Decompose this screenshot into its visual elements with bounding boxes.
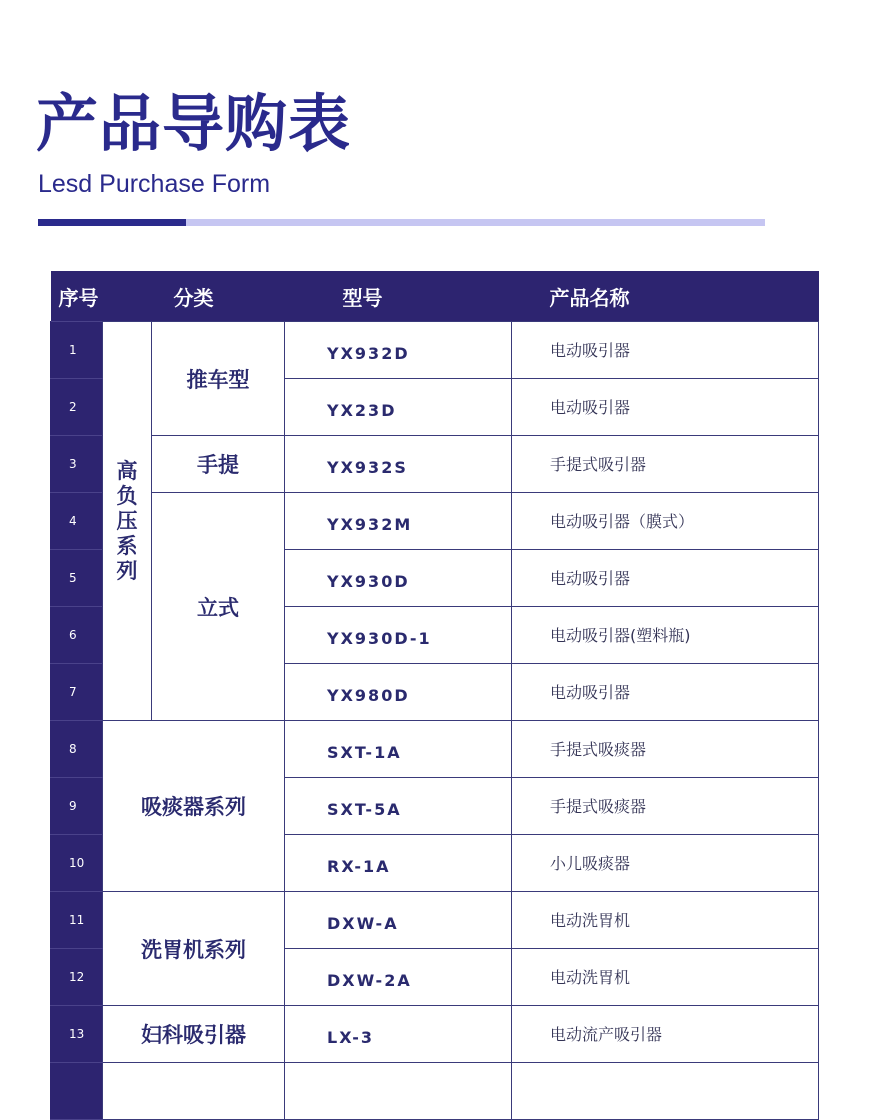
row-index: 3 — [51, 436, 103, 493]
model-cell — [285, 1063, 512, 1120]
model-cell: YX930D-1 — [285, 607, 512, 664]
category-char: 系 — [116, 533, 138, 558]
table-row — [51, 892, 819, 949]
page-title: 产品导购表 — [36, 87, 352, 160]
table-header-row — [51, 271, 819, 322]
category-char: 压 — [116, 508, 138, 533]
model-cell: SXT-5A — [285, 778, 512, 835]
model-cell: DXW-2A — [285, 949, 512, 1006]
row-index: 9 — [51, 778, 103, 835]
table-row — [51, 721, 819, 778]
product-name-cell: 电动流产吸引器 — [512, 1006, 819, 1063]
category-gastric-series: 洗胃机系列 — [103, 892, 285, 1006]
row-index: 13 — [51, 1006, 103, 1063]
subcategory-vertical: 立式 — [152, 493, 285, 721]
model-cell: YX23D — [285, 379, 512, 436]
subcategory-handheld: 手提 — [152, 436, 285, 493]
model-cell: YX932S — [285, 436, 512, 493]
model-cell: LX-3 — [285, 1006, 512, 1063]
row-index: 12 — [51, 949, 103, 1006]
row-index: 6 — [51, 607, 103, 664]
category-high-pressure-series — [103, 322, 152, 721]
product-name-cell: 电动吸引器 — [512, 664, 819, 721]
row-index — [51, 1063, 103, 1120]
product-name-cell: 电动吸引器 — [512, 379, 819, 436]
header-product-name: 产品名称 — [512, 271, 819, 322]
product-name-cell — [512, 1063, 819, 1120]
model-cell: YX932D — [285, 322, 512, 379]
subcategory-cart: 推车型 — [152, 322, 285, 436]
product-name-cell: 手提式吸痰器 — [512, 778, 819, 835]
table-row — [51, 1006, 819, 1063]
table-row — [51, 1063, 819, 1120]
product-name-cell: 手提式吸痰器 — [512, 721, 819, 778]
category-char: 列 — [116, 558, 138, 583]
product-name-cell: 电动吸引器 — [512, 550, 819, 607]
purchase-table — [50, 271, 819, 1120]
row-index: 11 — [51, 892, 103, 949]
product-name-cell: 小儿吸痰器 — [512, 835, 819, 892]
table-row — [51, 493, 819, 550]
model-cell: YX932M — [285, 493, 512, 550]
category-char: 高 — [116, 458, 138, 483]
category-sputum-series: 吸痰器系列 — [103, 721, 285, 892]
product-name-cell: 电动吸引器 — [512, 322, 819, 379]
category-char: 负 — [116, 483, 138, 508]
row-index: 2 — [51, 379, 103, 436]
model-cell: RX-1A — [285, 835, 512, 892]
product-name-cell: 电动洗胃机 — [512, 949, 819, 1006]
category-gynecology-suction: 妇科吸引器 — [103, 1006, 285, 1063]
header-index: 序号 — [51, 271, 103, 322]
row-index: 10 — [51, 835, 103, 892]
header-model: 型号 — [285, 271, 512, 322]
model-cell: DXW-A — [285, 892, 512, 949]
page-subtitle: Lesd Purchase Form — [38, 170, 271, 198]
model-cell: YX930D — [285, 550, 512, 607]
product-name-cell: 电动吸引器（膜式） — [512, 493, 819, 550]
row-index: 7 — [51, 664, 103, 721]
product-name-cell: 电动吸引器(塑料瓶) — [512, 607, 819, 664]
model-cell: SXT-1A — [285, 721, 512, 778]
model-cell: YX980D — [285, 664, 512, 721]
table-row — [51, 322, 819, 379]
row-index: 1 — [51, 322, 103, 379]
row-index: 4 — [51, 493, 103, 550]
header-category: 分类 — [103, 271, 285, 322]
product-name-cell: 手提式吸引器 — [512, 436, 819, 493]
table-row — [51, 436, 819, 493]
row-index: 8 — [51, 721, 103, 778]
product-name-cell: 电动洗胃机 — [512, 892, 819, 949]
title-divider-accent — [38, 219, 186, 226]
row-index: 5 — [51, 550, 103, 607]
category-cell — [103, 1063, 285, 1120]
